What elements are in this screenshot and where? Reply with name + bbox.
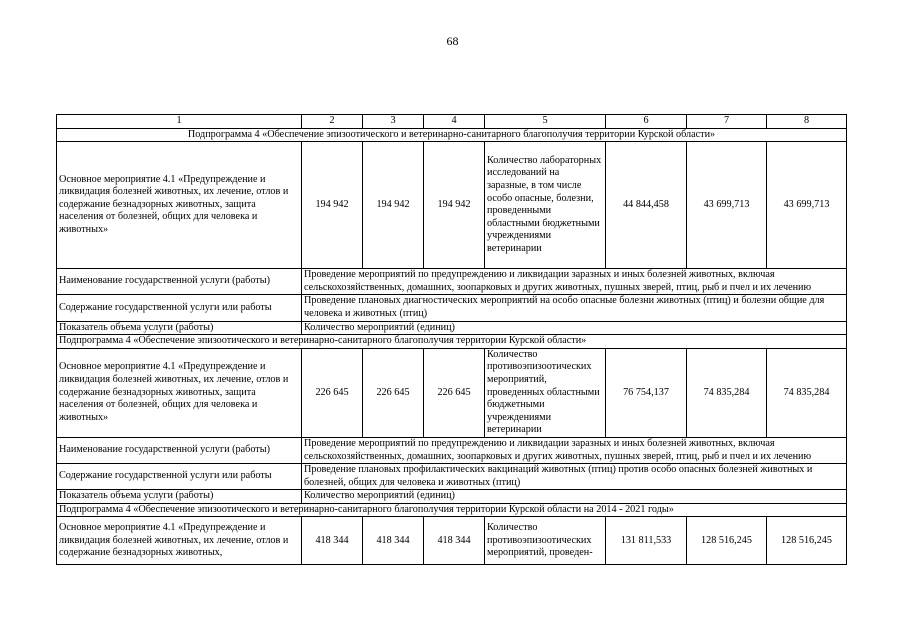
col-header-3: 3 xyxy=(363,115,424,129)
value-col-4: 226 645 xyxy=(424,348,485,437)
activity-name: Основное мероприятие 4.1 «Предупреждение и ликвидация болезней животных, их лечение, отлов и содержание безнадзорных животных, защита населения от болезней, общих для человека и животных» xyxy=(57,142,302,269)
subprogram-title: Подпрограмма 4 «Обеспечение эпизоотического и ветеринарно-санитарного благополучия территории Курской области на 2014 - 2021 годы» xyxy=(57,503,847,517)
service-name-label: Наименование государственной услуги (работы) xyxy=(57,269,302,295)
volume-indicator-row xyxy=(57,490,847,504)
activity-row xyxy=(57,348,847,437)
value-col-8: 43 699,713 xyxy=(767,142,847,269)
service-content-label: Содержание государственной услуги или работы xyxy=(57,464,302,490)
value-col-2: 194 942 xyxy=(302,142,363,269)
value-col-8: 128 516,245 xyxy=(767,517,847,565)
service-content-value: Проведение плановых профилактических вакцинаций животных (птиц) против особо опасных болезней животных и болезней, общих для человека и животных (птиц) xyxy=(302,464,847,490)
value-col-4: 194 942 xyxy=(424,142,485,269)
volume-indicator-value: Количество мероприятий (единиц) xyxy=(302,490,847,504)
volume-indicator-row xyxy=(57,321,847,335)
subprogram-title: Подпрограмма 4 «Обеспечение эпизоотического и ветеринарно-санитарного благополучия территории Курской области» xyxy=(57,335,847,349)
activity-row xyxy=(57,517,847,565)
value-col-8: 74 835,284 xyxy=(767,348,847,437)
service-name-label: Наименование государственной услуги (работы) xyxy=(57,437,302,463)
value-col-3: 226 645 xyxy=(363,348,424,437)
service-name-row xyxy=(57,437,847,463)
volume-indicator-label: Показатель объема услуги (работы) xyxy=(57,321,302,335)
service-content-row xyxy=(57,464,847,490)
report-table xyxy=(56,114,847,565)
col-header-8: 8 xyxy=(767,115,847,129)
col-header-1: 1 xyxy=(57,115,302,129)
subprogram-row xyxy=(57,128,847,142)
activity-name: Основное мероприятие 4.1 «Предупреждение и ликвидация болезней животных, их лечение, отлов и содержание безнадзорных животных, защита населения от болезней, общих для человека и животных» xyxy=(57,348,302,437)
page-bottom-edge xyxy=(0,634,905,640)
value-col-7: 74 835,284 xyxy=(687,348,767,437)
value-col-6: 44 844,458 xyxy=(606,142,687,269)
service-content-value: Проведение плановых диагностических мероприятий на особо опасные болезни животных (птиц) и болезни общие для человека и животных (птиц) xyxy=(302,295,847,321)
subprogram-title: Подпрограмма 4 «Обеспечение эпизоотического и ветеринарно-санитарного благополучия территории Курской области» xyxy=(57,128,847,142)
service-name-value: Проведение мероприятий по предупреждению и ликвидации заразных и иных болезней животных, включая сельскохозяйственных, домашних, зоопарковых и других животных, пушных зверей, птиц, рыб и пчел и их лечению xyxy=(302,437,847,463)
activity-row xyxy=(57,142,847,269)
col-header-6: 6 xyxy=(606,115,687,129)
page-number: 68 xyxy=(446,34,459,48)
value-col-3: 194 942 xyxy=(363,142,424,269)
value-col-6: 76 754,137 xyxy=(606,348,687,437)
value-col-2: 418 344 xyxy=(302,517,363,565)
activity-name: Основное мероприятие 4.1 «Предупреждение и ликвидация болезней животных, их лечение, отлов и содержание безнадзорных животных, xyxy=(57,517,302,565)
indicator-description: Количество противоэпизоотических мероприятий, проведен- xyxy=(485,517,606,565)
value-col-4: 418 344 xyxy=(424,517,485,565)
volume-indicator-label: Показатель объема услуги (работы) xyxy=(57,490,302,504)
value-col-7: 43 699,713 xyxy=(687,142,767,269)
col-header-4: 4 xyxy=(424,115,485,129)
subprogram-row xyxy=(57,503,847,517)
value-col-6: 131 811,533 xyxy=(606,517,687,565)
service-content-label: Содержание государственной услуги или работы xyxy=(57,295,302,321)
value-col-3: 418 344 xyxy=(363,517,424,565)
service-name-value: Проведение мероприятий по предупреждению и ликвидации заразных и иных болезней животных, включая сельскохозяйственных, домашних, зоопарковых и других животных, пушных зверей, птиц, рыб и пчел и их лечению xyxy=(302,269,847,295)
indicator-description: Количество противоэпизоотических мероприятий, проведенных областными бюджетными учреждениями ветеринарии xyxy=(485,348,606,437)
subprogram-row xyxy=(57,335,847,349)
column-number-row xyxy=(57,115,847,129)
col-header-2: 2 xyxy=(302,115,363,129)
indicator-description: Количество лабораторных исследований на заразные, в том числе особо опасные, болезни, проведенными областными бюджетными учреждениями ветеринарии xyxy=(485,142,606,269)
service-content-row xyxy=(57,295,847,321)
value-col-2: 226 645 xyxy=(302,348,363,437)
service-name-row xyxy=(57,269,847,295)
volume-indicator-value: Количество мероприятий (единиц) xyxy=(302,321,847,335)
col-header-7: 7 xyxy=(687,115,767,129)
col-header-5: 5 xyxy=(485,115,606,129)
value-col-7: 128 516,245 xyxy=(687,517,767,565)
